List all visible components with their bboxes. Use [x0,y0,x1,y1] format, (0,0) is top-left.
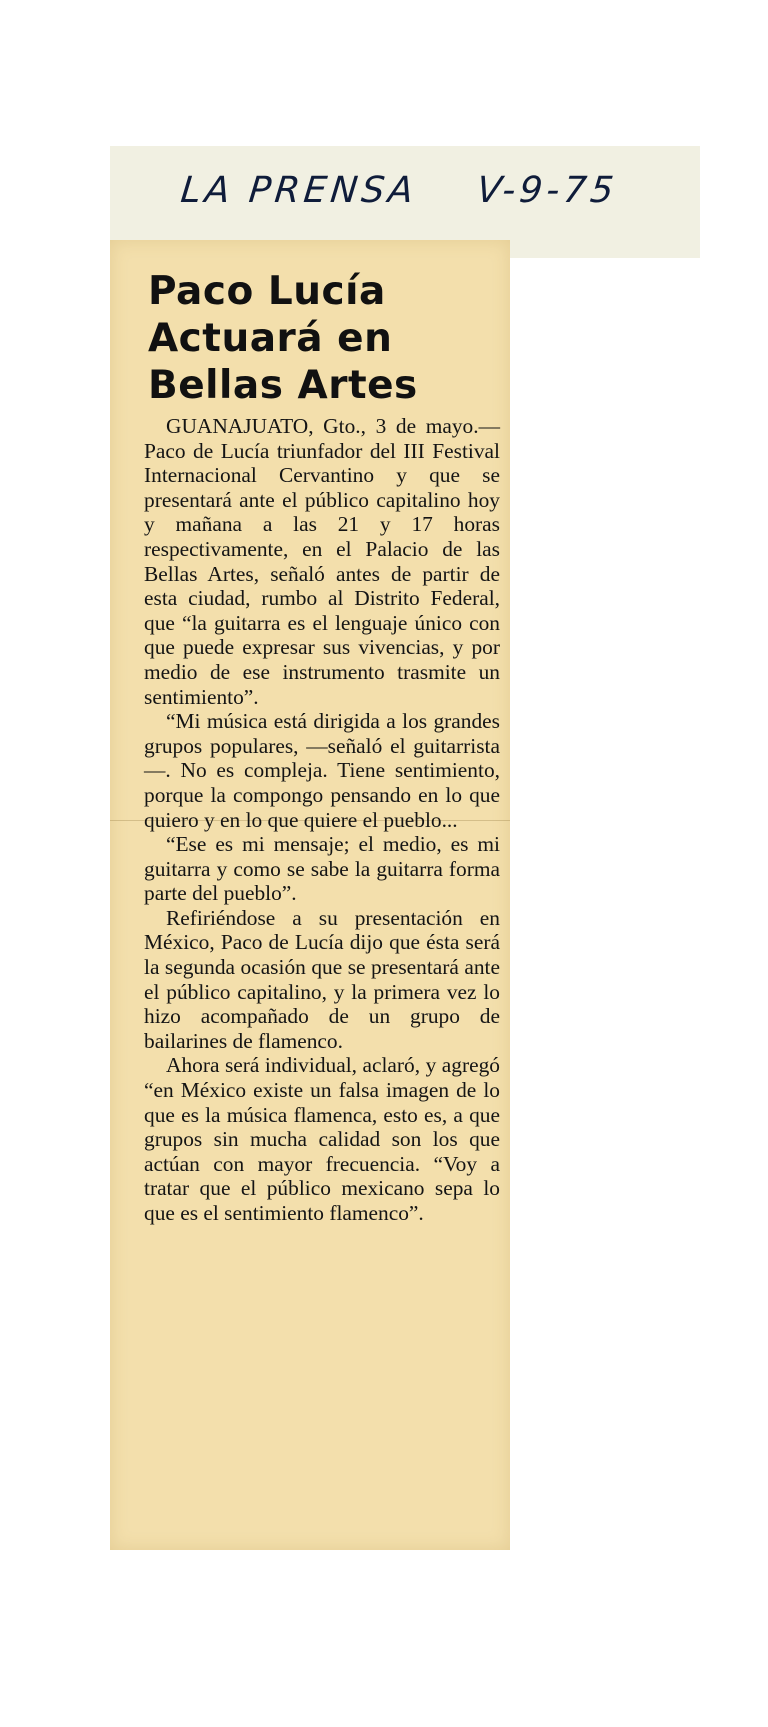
article-headline: Paco Lucía Actuará en Bellas Artes [148,269,418,408]
paragraph: “Mi música está dirigida a los grandes grupos populares, —señaló el guitarrista—. No es compleja. Tiene sentimiento, porque la compongo pensando en lo que quiero y en lo que quiere el pueblo... [144,709,500,832]
paragraph: “Ese es mi mensaje; el medio, es mi guitarra y como se sabe la guitarra forma parte del pueblo”. [144,832,500,906]
handwritten-date: V-9-75 [474,170,620,211]
publication-name: LA PRENSA [178,170,420,211]
paragraph: Refiriéndose a su presentación en México, Paco de Lucía dijo que ésta será la segunda ocasión que se presentará ante el público capitalino, y la primera vez lo hizo acompañado de un grupo de bailarines de flamenco. [144,905,500,1053]
handwritten-annotation [177,170,703,230]
article-body [144,414,500,1226]
paragraph: GUANAJUATO, Gto., 3 de mayo.—Paco de Lucía triunfador del III Festival Internacional Cervantino y que se presentará ante el público capitalino hoy y mañana a las 21 y 17 horas respectivamente, en el Palacio de las Bellas Artes, señaló antes de partir de esta ciudad, rumbo al Distrito Federal, que “la guitarra es el lenguaje único con que puede expresar sus vivencias, y por medio de ese instrumento trasmite un sentimiento”. [144,414,500,709]
paragraph: Ahora será individual, aclaró, y agregó “en México existe un falsa imagen de lo que es la música flamenca, esto es, a que grupos sin mucha calidad son los que actúan con mayor frecuencia. “Voy a tratar que el público mexicano sepa lo que es el sentimiento flamenco”. [144,1053,500,1225]
newspaper-clipping [110,240,510,1550]
